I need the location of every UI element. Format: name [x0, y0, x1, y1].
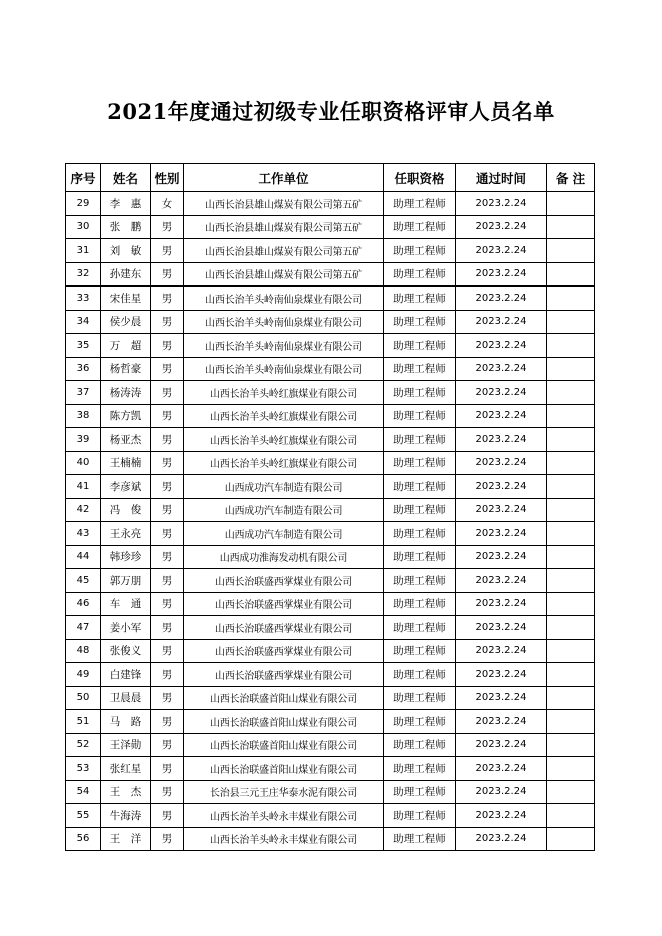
cell-date: 2023.2.24: [456, 804, 547, 828]
cell-gender: 男: [151, 239, 184, 263]
cell-seq: 40: [66, 451, 101, 475]
cell-qualification: 助理工程师: [384, 451, 456, 475]
cell-name: 杨亚杰: [101, 428, 151, 452]
cell-seq: 52: [66, 733, 101, 757]
cell-date: 2023.2.24: [456, 428, 547, 452]
table-row: [66, 192, 595, 216]
cell-qualification: 助理工程师: [384, 639, 456, 663]
cell-remark: [547, 451, 595, 475]
cell-gender: 男: [151, 334, 184, 358]
cell-date: 2023.2.24: [456, 498, 547, 522]
header-unit: 工作单位: [184, 164, 384, 192]
cell-unit: 山西长治县雄山煤炭有限公司第五矿: [184, 262, 384, 286]
cell-remark: [547, 710, 595, 734]
cell-qualification: 助理工程师: [384, 239, 456, 263]
cell-qualification: 助理工程师: [384, 780, 456, 804]
cell-qualification: 助理工程师: [384, 710, 456, 734]
cell-name: 宋佳星: [101, 286, 151, 310]
cell-date: 2023.2.24: [456, 192, 547, 216]
cell-seq: 55: [66, 804, 101, 828]
cell-gender: 男: [151, 357, 184, 381]
cell-unit: 山西成功汽车制造有限公司: [184, 475, 384, 499]
cell-unit: 山西长治县雄山煤炭有限公司第五矿: [184, 215, 384, 239]
cell-qualification: 助理工程师: [384, 286, 456, 310]
cell-gender: 男: [151, 215, 184, 239]
cell-qualification: 助理工程师: [384, 498, 456, 522]
cell-remark: [547, 381, 595, 405]
header-gender: 性别: [151, 164, 184, 192]
cell-seq: 41: [66, 475, 101, 499]
cell-gender: 男: [151, 404, 184, 428]
header-seq: 序号: [66, 164, 101, 192]
table-row: [66, 310, 595, 334]
cell-gender: 男: [151, 686, 184, 710]
cell-qualification: 助理工程师: [384, 592, 456, 616]
table-row: [66, 451, 595, 475]
cell-name: 李 惠: [101, 192, 151, 216]
cell-name: 王楠楠: [101, 451, 151, 475]
cell-remark: [547, 804, 595, 828]
cell-gender: 男: [151, 639, 184, 663]
table-row: [66, 404, 595, 428]
cell-date: 2023.2.24: [456, 357, 547, 381]
cell-name: 韩珍珍: [101, 545, 151, 569]
cell-gender: 男: [151, 616, 184, 640]
cell-seq: 49: [66, 663, 101, 687]
cell-seq: 45: [66, 569, 101, 593]
cell-gender: 女: [151, 192, 184, 216]
cell-qualification: 助理工程师: [384, 686, 456, 710]
table-row: [66, 757, 595, 781]
cell-name: 白建锋: [101, 663, 151, 687]
cell-qualification: 助理工程师: [384, 262, 456, 286]
cell-name: 郭万朋: [101, 569, 151, 593]
cell-date: 2023.2.24: [456, 262, 547, 286]
cell-remark: [547, 569, 595, 593]
cell-remark: [547, 475, 595, 499]
cell-gender: 男: [151, 475, 184, 499]
cell-name: 王泽勋: [101, 733, 151, 757]
cell-qualification: 助理工程师: [384, 215, 456, 239]
cell-unit: 山西长治联盛西掌煤业有限公司: [184, 592, 384, 616]
cell-date: 2023.2.24: [456, 757, 547, 781]
table-row: [66, 286, 595, 310]
cell-gender: 男: [151, 710, 184, 734]
cell-unit: 山西成功汽车制造有限公司: [184, 522, 384, 546]
cell-unit: 山西长治联盛西掌煤业有限公司: [184, 569, 384, 593]
cell-date: 2023.2.24: [456, 569, 547, 593]
cell-date: 2023.2.24: [456, 686, 547, 710]
cell-unit: 山西长治县雄山煤炭有限公司第五矿: [184, 192, 384, 216]
cell-unit: 山西长治羊头岭红旗煤业有限公司: [184, 404, 384, 428]
cell-date: 2023.2.24: [456, 733, 547, 757]
cell-date: 2023.2.24: [456, 639, 547, 663]
cell-qualification: 助理工程师: [384, 334, 456, 358]
table-row: [66, 569, 595, 593]
cell-gender: 男: [151, 310, 184, 334]
cell-date: 2023.2.24: [456, 592, 547, 616]
personnel-table: [65, 163, 595, 851]
table-row: [66, 733, 595, 757]
cell-qualification: 助理工程师: [384, 404, 456, 428]
table-row: [66, 428, 595, 452]
cell-seq: 31: [66, 239, 101, 263]
cell-qualification: 助理工程师: [384, 569, 456, 593]
cell-unit: 山西长治联盛首阳山煤业有限公司: [184, 733, 384, 757]
cell-unit: 山西长治羊头岭永丰煤业有限公司: [184, 827, 384, 851]
cell-remark: [547, 592, 595, 616]
cell-name: 万 超: [101, 334, 151, 358]
cell-remark: [547, 428, 595, 452]
table-row: [66, 498, 595, 522]
header-name: 姓名: [101, 164, 151, 192]
cell-name: 王 洋: [101, 827, 151, 851]
cell-unit: 山西长治县雄山煤炭有限公司第五矿: [184, 239, 384, 263]
cell-unit: 山西长治联盛西掌煤业有限公司: [184, 616, 384, 640]
cell-date: 2023.2.24: [456, 827, 547, 851]
table-row: [66, 357, 595, 381]
cell-remark: [547, 404, 595, 428]
cell-date: 2023.2.24: [456, 215, 547, 239]
cell-seq: 46: [66, 592, 101, 616]
cell-unit: 山西成功汽车制造有限公司: [184, 498, 384, 522]
cell-name: 冯 俊: [101, 498, 151, 522]
cell-name: 张红星: [101, 757, 151, 781]
cell-remark: [547, 286, 595, 310]
cell-name: 孙建东: [101, 262, 151, 286]
cell-unit: 山西长治羊头岭南仙泉煤业有限公司: [184, 334, 384, 358]
cell-seq: 37: [66, 381, 101, 405]
cell-date: 2023.2.24: [456, 381, 547, 405]
cell-unit: 山西长治羊头岭红旗煤业有限公司: [184, 451, 384, 475]
table-row: [66, 475, 595, 499]
cell-remark: [547, 334, 595, 358]
cell-name: 王 杰: [101, 780, 151, 804]
cell-date: 2023.2.24: [456, 239, 547, 263]
cell-remark: [547, 757, 595, 781]
cell-remark: [547, 639, 595, 663]
cell-remark: [547, 686, 595, 710]
cell-remark: [547, 498, 595, 522]
cell-seq: 34: [66, 310, 101, 334]
cell-seq: 56: [66, 827, 101, 851]
cell-name: 王永亮: [101, 522, 151, 546]
cell-seq: 36: [66, 357, 101, 381]
cell-remark: [547, 310, 595, 334]
table-row: [66, 686, 595, 710]
cell-name: 刘 敏: [101, 239, 151, 263]
cell-unit: 山西长治联盛西掌煤业有限公司: [184, 663, 384, 687]
cell-date: 2023.2.24: [456, 404, 547, 428]
cell-seq: 54: [66, 780, 101, 804]
cell-seq: 38: [66, 404, 101, 428]
cell-qualification: 助理工程师: [384, 827, 456, 851]
cell-gender: 男: [151, 286, 184, 310]
cell-qualification: 助理工程师: [384, 310, 456, 334]
cell-gender: 男: [151, 569, 184, 593]
cell-seq: 35: [66, 334, 101, 358]
cell-seq: 44: [66, 545, 101, 569]
table-row: [66, 381, 595, 405]
cell-name: 张 鹏: [101, 215, 151, 239]
cell-name: 马 路: [101, 710, 151, 734]
cell-gender: 男: [151, 262, 184, 286]
cell-remark: [547, 827, 595, 851]
cell-unit: 山西长治羊头岭南仙泉煤业有限公司: [184, 286, 384, 310]
table-row: [66, 616, 595, 640]
header-remark: 备 注: [547, 164, 595, 192]
cell-date: 2023.2.24: [456, 545, 547, 569]
cell-date: 2023.2.24: [456, 522, 547, 546]
cell-unit: 山西长治羊头岭红旗煤业有限公司: [184, 381, 384, 405]
cell-gender: 男: [151, 757, 184, 781]
cell-gender: 男: [151, 522, 184, 546]
cell-unit: 长治县三元王庄华泰水泥有限公司: [184, 780, 384, 804]
table-header-row: [66, 164, 595, 192]
cell-remark: [547, 780, 595, 804]
cell-unit: 山西长治联盛首阳山煤业有限公司: [184, 757, 384, 781]
table-body: [66, 192, 595, 851]
cell-unit: 山西长治羊头岭永丰煤业有限公司: [184, 804, 384, 828]
cell-seq: 39: [66, 428, 101, 452]
cell-qualification: 助理工程师: [384, 663, 456, 687]
cell-seq: 42: [66, 498, 101, 522]
cell-qualification: 助理工程师: [384, 428, 456, 452]
cell-remark: [547, 663, 595, 687]
table-row: [66, 215, 595, 239]
page-title: 2021年度通过初级专业任职资格评审人员名单: [107, 99, 555, 124]
cell-name: 车 通: [101, 592, 151, 616]
table-row: [66, 710, 595, 734]
header-date: 通过时间: [456, 164, 547, 192]
table-row: [66, 827, 595, 851]
cell-unit: 山西长治联盛首阳山煤业有限公司: [184, 710, 384, 734]
table-row: [66, 804, 595, 828]
cell-qualification: 助理工程师: [384, 381, 456, 405]
cell-seq: 48: [66, 639, 101, 663]
cell-seq: 47: [66, 616, 101, 640]
cell-qualification: 助理工程师: [384, 522, 456, 546]
cell-date: 2023.2.24: [456, 710, 547, 734]
cell-remark: [547, 215, 595, 239]
cell-gender: 男: [151, 827, 184, 851]
cell-gender: 男: [151, 498, 184, 522]
cell-unit: 山西长治羊头岭红旗煤业有限公司: [184, 428, 384, 452]
cell-remark: [547, 192, 595, 216]
table-row: [66, 262, 595, 286]
cell-date: 2023.2.24: [456, 334, 547, 358]
cell-qualification: 助理工程师: [384, 804, 456, 828]
cell-qualification: 助理工程师: [384, 475, 456, 499]
cell-gender: 男: [151, 592, 184, 616]
cell-date: 2023.2.24: [456, 663, 547, 687]
cell-name: 李彦斌: [101, 475, 151, 499]
cell-gender: 男: [151, 780, 184, 804]
cell-gender: 男: [151, 663, 184, 687]
cell-remark: [547, 616, 595, 640]
cell-gender: 男: [151, 733, 184, 757]
cell-seq: 30: [66, 215, 101, 239]
cell-remark: [547, 733, 595, 757]
cell-gender: 男: [151, 451, 184, 475]
cell-unit: 山西长治羊头岭南仙泉煤业有限公司: [184, 310, 384, 334]
cell-unit: 山西成功淮海发动机有限公司: [184, 545, 384, 569]
cell-seq: 33: [66, 286, 101, 310]
cell-qualification: 助理工程师: [384, 357, 456, 381]
cell-date: 2023.2.24: [456, 286, 547, 310]
cell-gender: 男: [151, 804, 184, 828]
cell-name: 卫晨晨: [101, 686, 151, 710]
cell-seq: 53: [66, 757, 101, 781]
cell-qualification: 助理工程师: [384, 545, 456, 569]
cell-name: 姜小军: [101, 616, 151, 640]
table-row: [66, 522, 595, 546]
table-row: [66, 239, 595, 263]
cell-seq: 51: [66, 710, 101, 734]
cell-date: 2023.2.24: [456, 616, 547, 640]
cell-date: 2023.2.24: [456, 310, 547, 334]
table-row: [66, 639, 595, 663]
cell-remark: [547, 545, 595, 569]
cell-seq: 29: [66, 192, 101, 216]
cell-remark: [547, 262, 595, 286]
cell-remark: [547, 357, 595, 381]
cell-qualification: 助理工程师: [384, 733, 456, 757]
cell-qualification: 助理工程师: [384, 757, 456, 781]
cell-seq: 32: [66, 262, 101, 286]
table-row: [66, 334, 595, 358]
table-row: [66, 663, 595, 687]
cell-qualification: 助理工程师: [384, 192, 456, 216]
cell-date: 2023.2.24: [456, 780, 547, 804]
cell-unit: 山西长治羊头岭南仙泉煤业有限公司: [184, 357, 384, 381]
cell-seq: 43: [66, 522, 101, 546]
cell-name: 侯少晨: [101, 310, 151, 334]
cell-unit: 山西长治联盛首阳山煤业有限公司: [184, 686, 384, 710]
cell-date: 2023.2.24: [456, 475, 547, 499]
cell-gender: 男: [151, 428, 184, 452]
cell-name: 牛海涛: [101, 804, 151, 828]
cell-gender: 男: [151, 381, 184, 405]
cell-seq: 50: [66, 686, 101, 710]
cell-remark: [547, 522, 595, 546]
cell-name: 陈方凯: [101, 404, 151, 428]
table-row: [66, 592, 595, 616]
cell-unit: 山西长治联盛西掌煤业有限公司: [184, 639, 384, 663]
table-row: [66, 545, 595, 569]
cell-remark: [547, 239, 595, 263]
cell-name: 杨哲豪: [101, 357, 151, 381]
cell-name: 杨涛涛: [101, 381, 151, 405]
cell-qualification: 助理工程师: [384, 616, 456, 640]
cell-date: 2023.2.24: [456, 451, 547, 475]
table-row: [66, 780, 595, 804]
cell-gender: 男: [151, 545, 184, 569]
cell-name: 张俊义: [101, 639, 151, 663]
header-qualification: 任职资格: [384, 164, 456, 192]
